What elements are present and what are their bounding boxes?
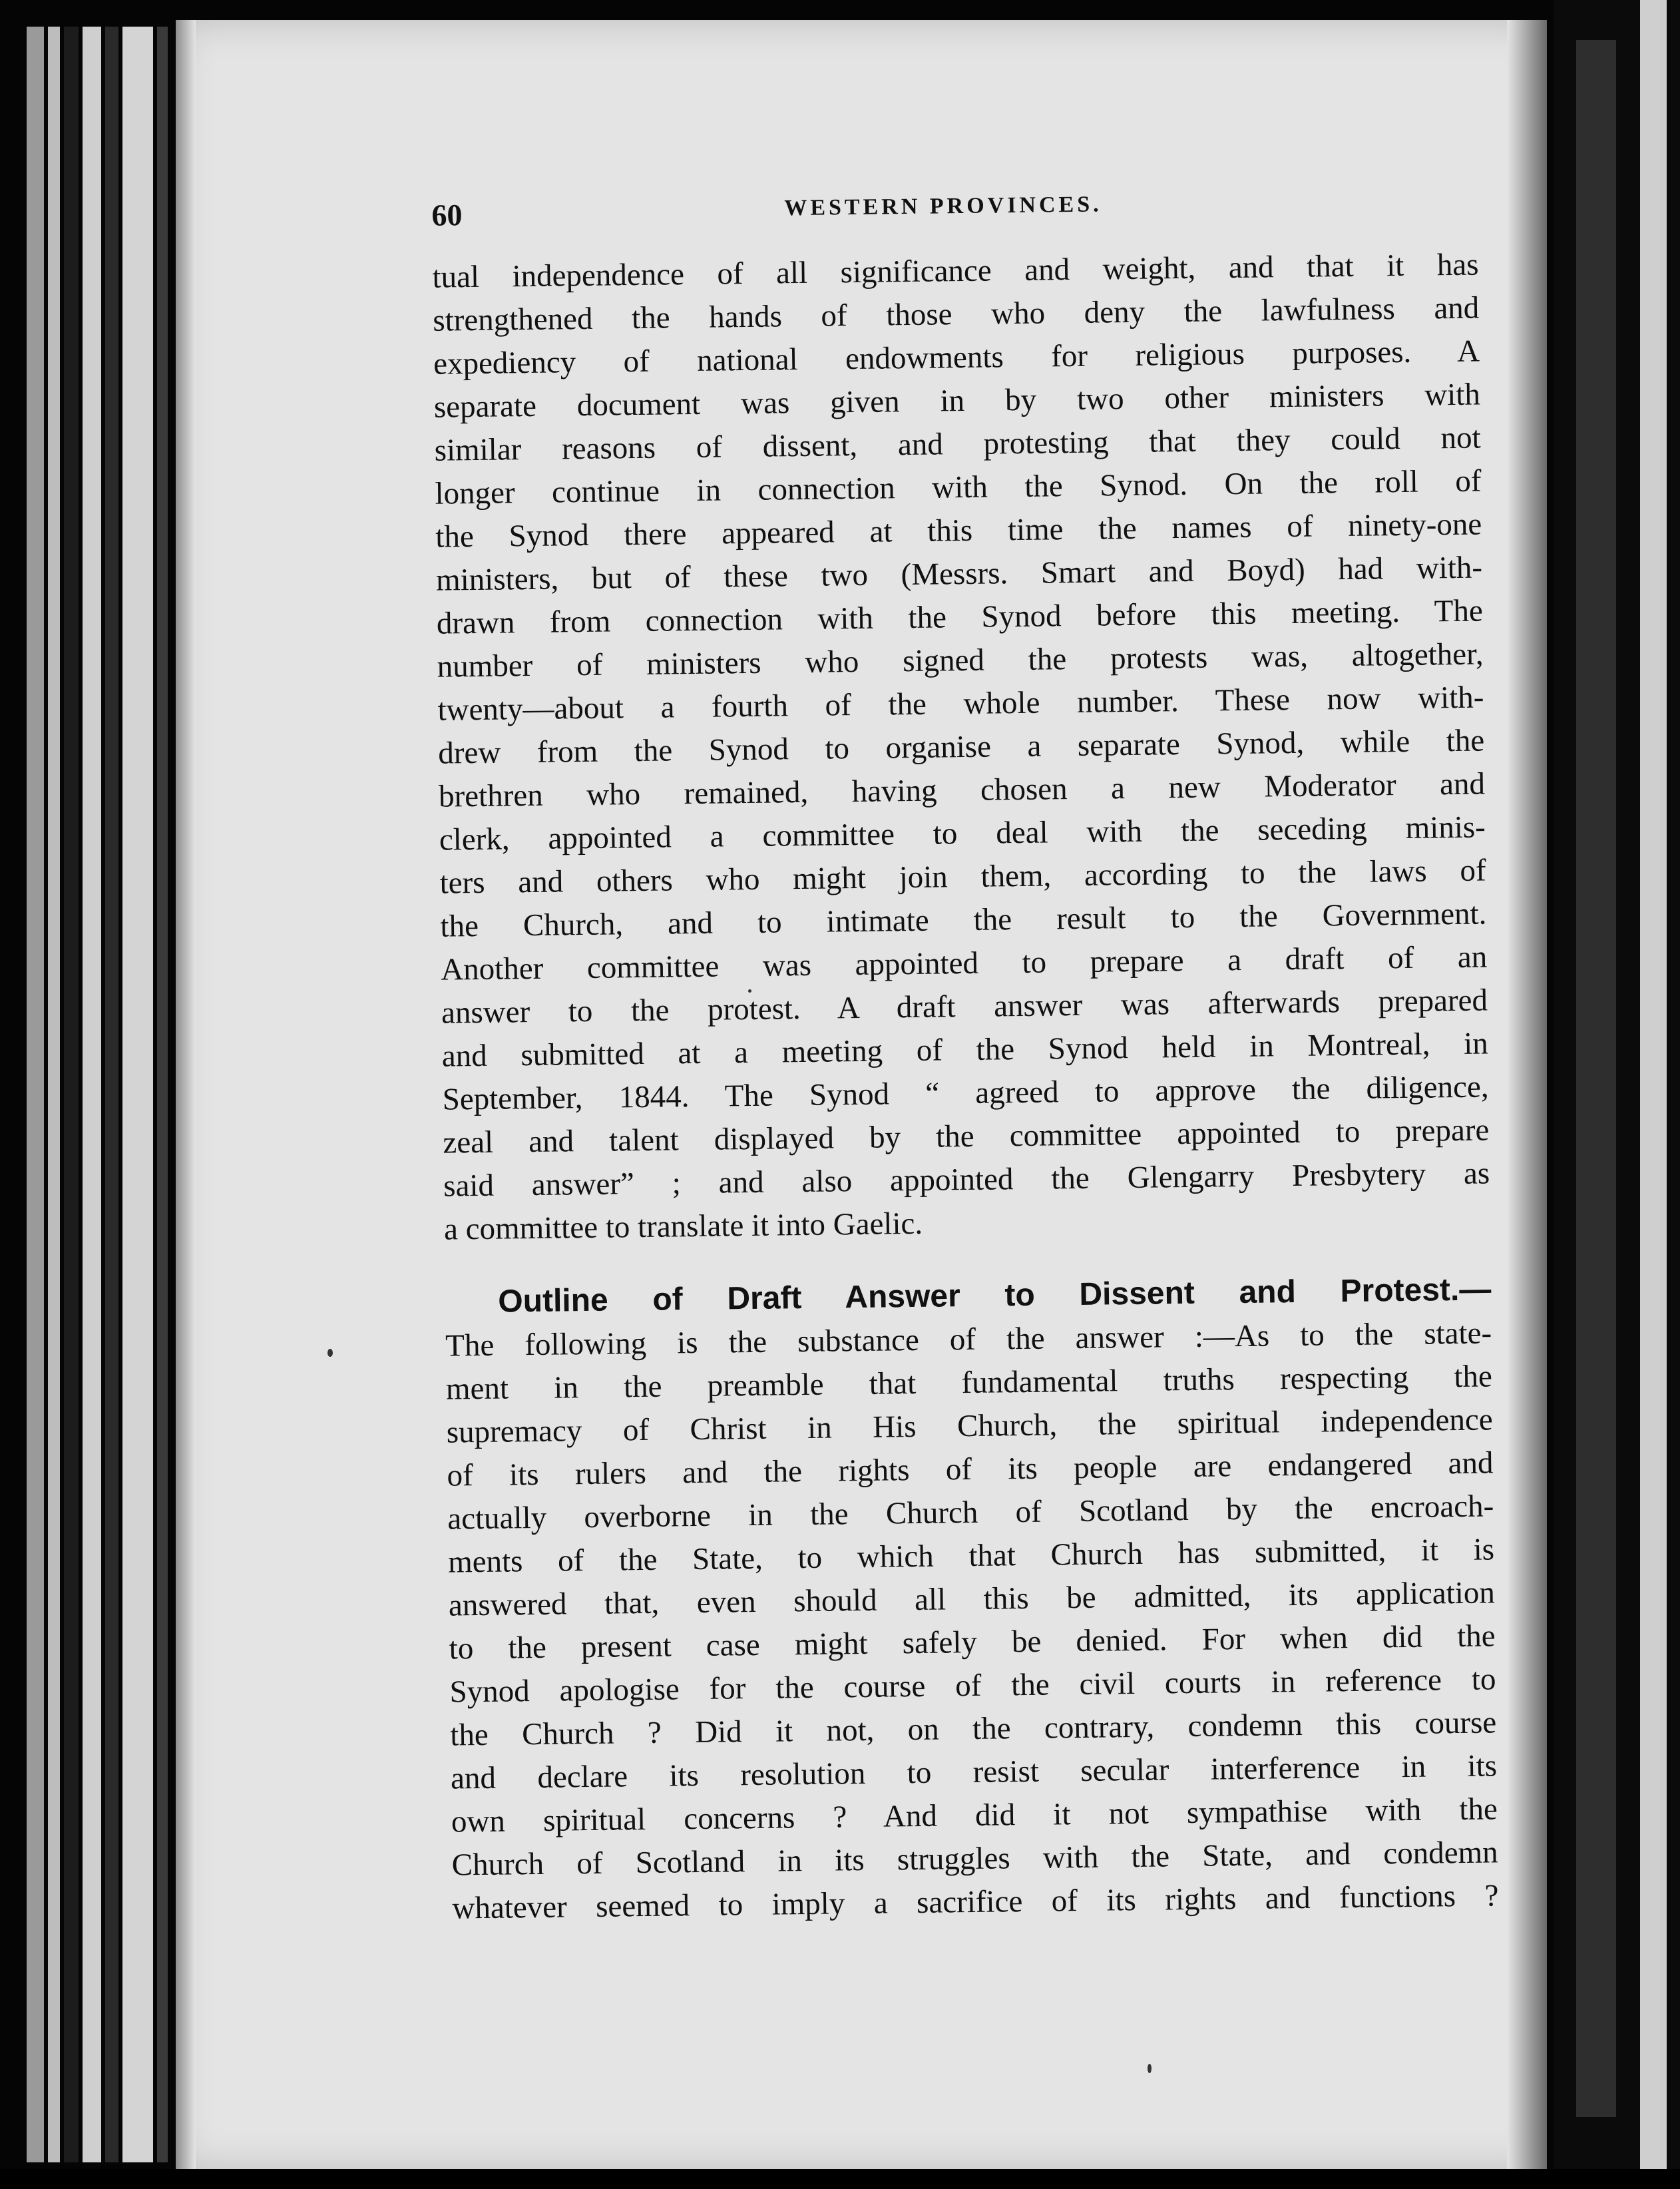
body-text [432,244,1499,1931]
text-line: twenty—about a fourth of the whole number. These now with- [437,680,1484,728]
text-line: separate document was given in by two other ministers with [433,377,1481,425]
page-edge [83,27,101,2162]
paper-speck [327,1349,333,1357]
text-line: similar reasons of dissent, and protesting that they could not [434,420,1481,468]
text-line: the Synod there appeared at this time the names of ninety-one [435,507,1482,555]
text-line: September, 1844. The Synod “ agreed to approve the diligence, [442,1069,1489,1117]
text-line: The following is the substance of the answer :—As to the state- [445,1316,1492,1363]
text-line: said answer” ; and also appointed the Glengarry Presbytery as [443,1156,1490,1204]
text-line: drawn from connection with the Synod before this meeting. The [436,593,1484,641]
text-line: a committee to translate it into Gaelic. [443,1206,923,1247]
text-line: brethren who remained, having chosen a new Moderator and [438,766,1486,814]
text-line: and submitted at a meeting of the Synod held in Montreal, in [441,1026,1489,1074]
text-line: whatever seemed to imply a sacrifice of its rights and functions ? [452,1878,1499,1926]
text-line: ministers, but of these two (Messrs. Smart and Boyd) had with- [435,550,1483,598]
text-line: Church of Scotland in its struggles with the State, and condemn [451,1835,1498,1883]
gutter-shadow [176,20,196,2170]
text-line: ment in the preamble that fundamental truths respecting the [445,1359,1493,1407]
page-edge [48,27,60,2162]
text-line: Synod apologise for the course of the civil courts in reference to [449,1662,1496,1710]
heading-dash: — [1458,1272,1492,1308]
text-line: ments of the State, to which that Church has submitted, it is [447,1532,1495,1580]
text-line: own spiritual concerns ? And did it not sympathise with the [451,1792,1498,1839]
text-line: and declare its resolution to resist secular interference in its [450,1748,1498,1796]
paper-speck [1148,2064,1152,2073]
text-line: strengthened the hands of those who deny the lawfulness and [433,290,1480,338]
section [445,1268,1499,1930]
text-line: the Church, and to intimate the result to the Government. [440,896,1487,944]
text-line: of its rulers and the rights of its people are endangered and [447,1445,1494,1493]
text-line: drew from the Synod to organise a separate Synod, while the [437,723,1485,771]
text-line: ters and others who might join them, according to the laws of [439,853,1486,901]
page-edge [27,27,44,2162]
text-line: Another committee was appointed to prepare a draft of an [440,939,1488,987]
paragraph [432,244,1490,1252]
text-line: answer to the protest. A draft answer was afterwards prepared [441,983,1488,1031]
text-line: supremacy of Christ in His Church, the spiritual independence [446,1402,1493,1450]
binding-shadow [1576,40,1616,2117]
page-number: 60 [431,198,463,232]
text-line: the Church ? Did it not, on the contrary, condemn this course [450,1705,1497,1753]
text-line: clerk, appointed a committee to deal with the seceding minis- [439,810,1486,857]
text-line: zeal and talent displayed by the committee appointed to prepare [443,1112,1490,1160]
text-line: number of ministers who signed the protests was, altogether, [437,636,1484,684]
edge-shadow [1507,20,1547,2170]
page-edge [157,27,168,2162]
text-line: to the present case might safely be denied. For when did the [449,1618,1496,1666]
text-line: tual independence of all significance and weight, and that it has [432,247,1479,295]
running-title: WESTERN PROVINCES. [784,192,1102,221]
text-line: expediency of national endowments for religious purposes. A [433,334,1480,381]
text-line: actually overborne in the Church of Scotland by the encroach- [447,1489,1494,1537]
text-line: answered that, even should all this be admitted, its application [448,1575,1496,1623]
section-heading: Outline of Draft Answer to Dissent and Protest. [498,1272,1460,1320]
page-edge [64,27,79,2162]
scan-bottom-border [0,2169,1680,2189]
facing-page-edge [1640,0,1667,2189]
page-edge [105,27,118,2162]
text-line: longer continue in connection with the Synod. On the roll of [435,463,1482,511]
page-edge [122,27,153,2162]
